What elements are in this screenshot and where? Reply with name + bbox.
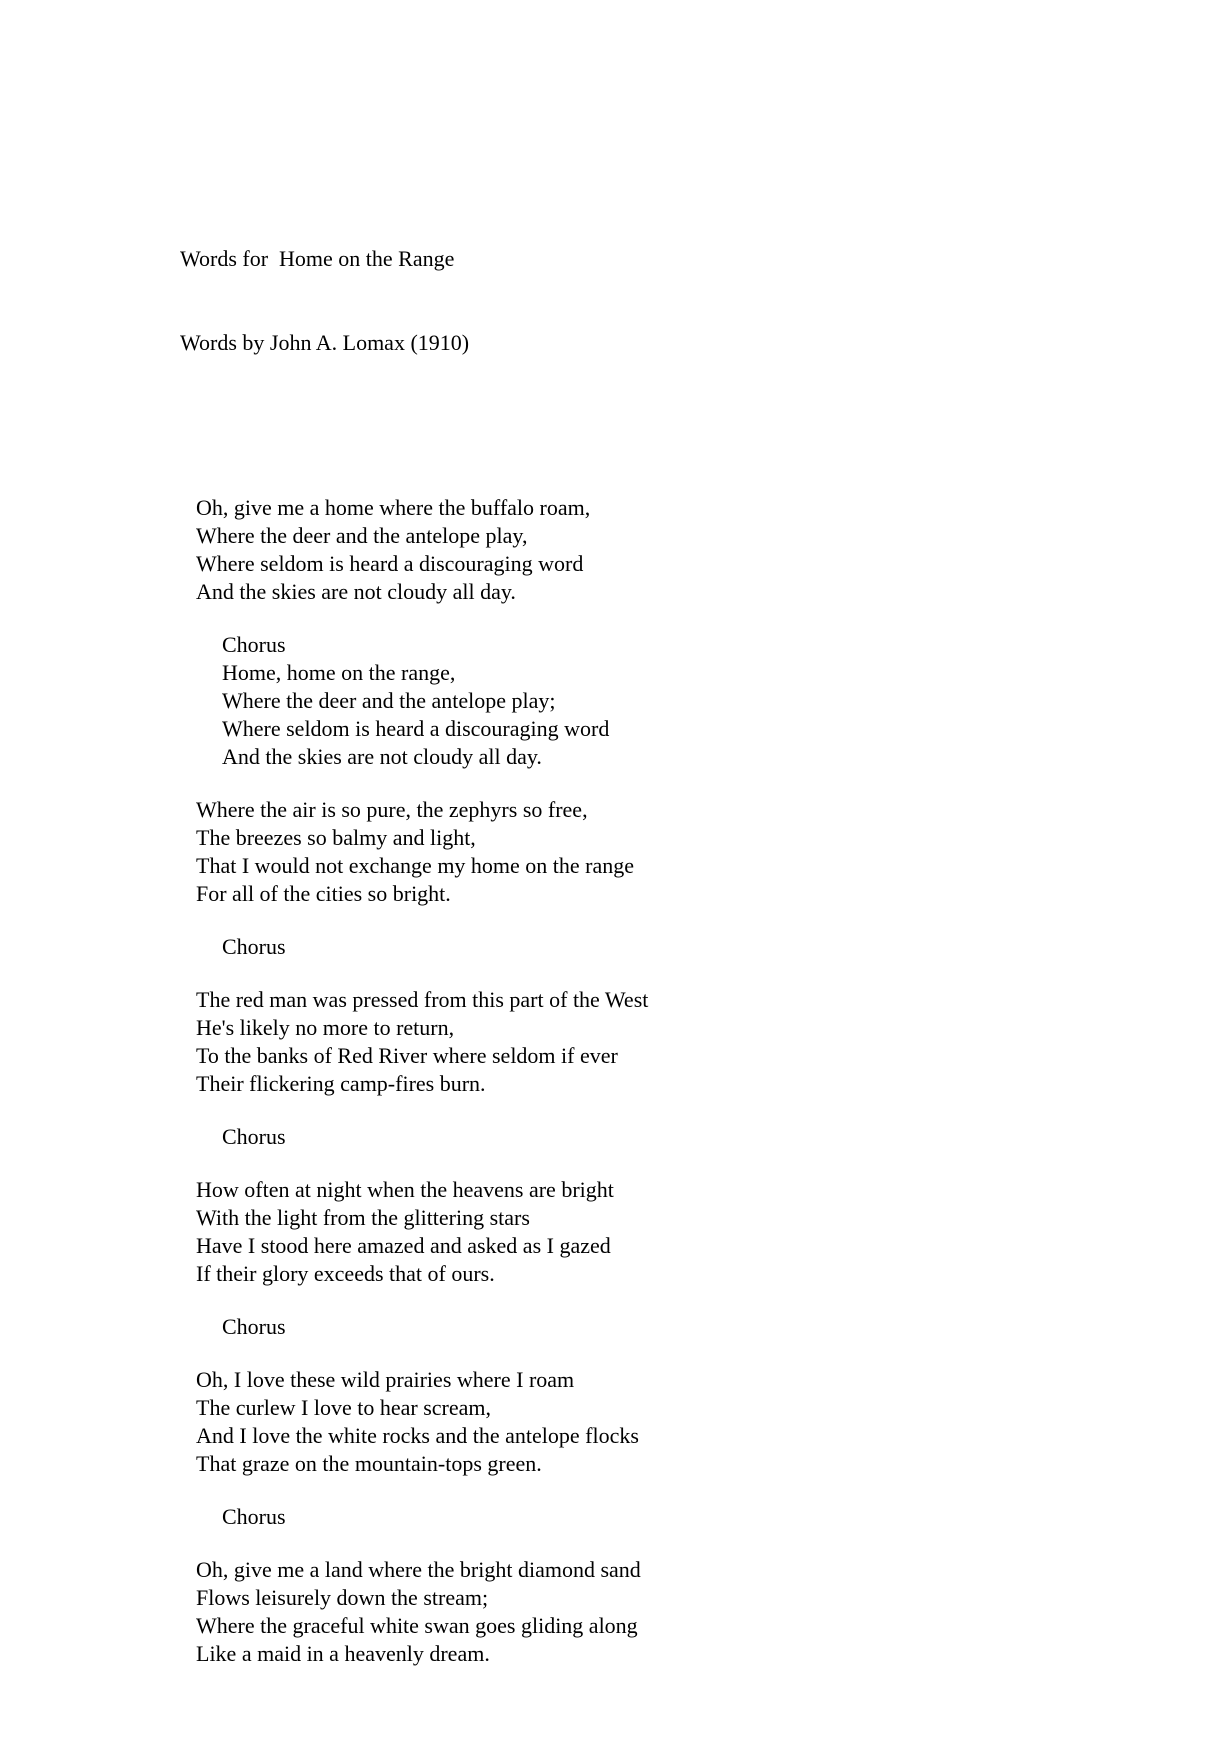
lyric-line: Oh, give me a home where the buffalo roam, (196, 495, 591, 520)
lyric-line: Where the deer and the antelope play, (196, 523, 528, 548)
lyric-block-chorus (222, 1503, 1164, 1531)
lyric-line: Where seldom is heard a discouraging word (222, 716, 610, 741)
lyric-line: Their flickering camp-fires burn. (196, 1071, 486, 1096)
lyric-line: If their glory exceeds that of ours. (196, 1261, 495, 1286)
lyric-line: Have I stood here amazed and asked as I gazed (196, 1233, 611, 1258)
lyric-line: To the banks of Red River where seldom if ever (196, 1043, 618, 1068)
lyric-line: And I love the white rocks and the antelope flocks (196, 1423, 639, 1448)
chorus-label: Chorus (222, 632, 286, 657)
lyric-block-chorus (222, 1313, 1164, 1341)
lyric-line: Where the air is so pure, the zephyrs so free, (196, 797, 588, 822)
lyric-block-verse (196, 494, 1164, 606)
lyric-line: For all of the cities so bright. (196, 881, 451, 906)
lyric-line: Where seldom is heard a discouraging word (196, 551, 584, 576)
lyric-block-chorus (222, 631, 1164, 771)
lyric-line: Like a maid in a heavenly dream. (196, 1641, 490, 1666)
lyrics-container (180, 494, 1164, 1668)
chorus-label: Chorus (222, 1504, 286, 1529)
lyric-block-verse (196, 1366, 1164, 1478)
title-block (180, 189, 1164, 413)
lyric-line: Oh, I love these wild prairies where I roam (196, 1367, 575, 1392)
lyric-line: Where the deer and the antelope play; (222, 688, 556, 713)
lyric-block-verse (196, 1176, 1164, 1288)
lyric-line: With the light from the glittering stars (196, 1205, 530, 1230)
lyric-line: That graze on the mountain-tops green. (196, 1451, 542, 1476)
chorus-label: Chorus (222, 934, 286, 959)
song-byline: Words by John A. Lomax (1910) (180, 330, 470, 355)
lyric-line: That I would not exchange my home on the range (196, 853, 635, 878)
lyric-line: He's likely no more to return, (196, 1015, 455, 1040)
lyric-block-verse (196, 1556, 1164, 1668)
lyric-line: And the skies are not cloudy all day. (222, 744, 542, 769)
lyric-line: Oh, give me a land where the bright diamond sand (196, 1557, 641, 1582)
chorus-label: Chorus (222, 1314, 286, 1339)
lyric-block-verse (196, 986, 1164, 1098)
lyric-line: Home, home on the range, (222, 660, 456, 685)
lyric-block-verse (196, 796, 1164, 908)
lyric-block-chorus (222, 933, 1164, 961)
song-title: Words for Home on the Range (180, 246, 455, 271)
lyric-line: Flows leisurely down the stream; (196, 1585, 489, 1610)
lyric-line: The red man was pressed from this part of the West (196, 987, 649, 1012)
lyric-line: How often at night when the heavens are bright (196, 1177, 614, 1202)
document-content (180, 133, 1164, 1749)
lyric-line: Where the graceful white swan goes gliding along (196, 1613, 638, 1638)
lyric-line: The breezes so balmy and light, (196, 825, 476, 850)
lyric-block-chorus (222, 1123, 1164, 1151)
lyric-line: And the skies are not cloudy all day. (196, 579, 516, 604)
lyric-line: The curlew I love to hear scream, (196, 1395, 492, 1420)
chorus-label: Chorus (222, 1124, 286, 1149)
